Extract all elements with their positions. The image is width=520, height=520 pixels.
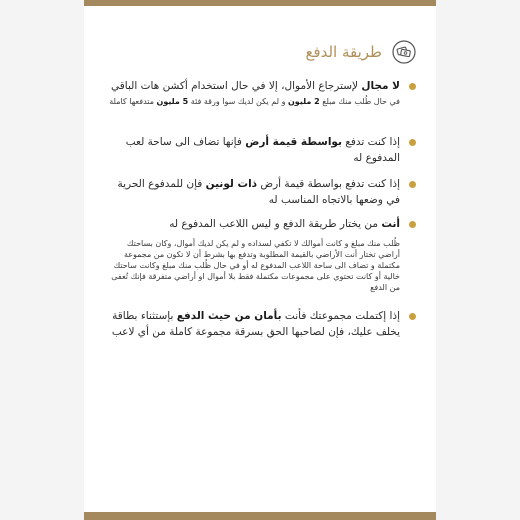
bullet-icon [409, 181, 416, 188]
bullet-icon [409, 313, 416, 320]
bullet-icon [409, 221, 416, 228]
rule-lead: لا مجال [361, 80, 400, 92]
section-header [305, 40, 416, 64]
rule-text: إذا كنت تدفع بواسطة قيمة أرض فإنها تضاف الى ساحة لعب المدفوع له [125, 136, 400, 164]
money-bills-icon [392, 40, 416, 64]
rule-text: إذا كنت تدفع بواسطة قيمة أرض ذات لونين فإن للمدفوع الحرية في وضعها بالاتجاه المناسب له [117, 178, 400, 206]
rule-item-payer-chooses [104, 216, 416, 293]
section-title: طريقة الدفع [305, 43, 382, 61]
bullet-icon [409, 83, 416, 90]
card-page [84, 6, 436, 512]
rule-item-no-refund [104, 78, 416, 107]
bullet-icon [409, 139, 416, 146]
rule-text: إذا إكتملت مجموعتك فأنت بأمان من حيث الدفع بإستثناء بطاقة يخلف عليك، فإن لصاحبها الحق بسرقة مجموعة كاملة من أي لاعب [111, 310, 400, 338]
rule-text: أنت من يختار طريقة الدفع و ليس اللاعب المدفوع له [169, 218, 400, 230]
bottom-brand-bar [84, 512, 436, 520]
rule-text: لا مجال لإسترجاع الأموال، إلا في حال استخدام أكشن هات الباقي [111, 80, 400, 92]
rule-note: ظُلب منك مبلغ و كانت أموالك لا تكفي لسداده و لم يكن لديك أموال، وكان بساحتك أراضي تختار أنت الأراضي بالقيمة المطلوبة وتدفع بها بشرط أن لا تكون من مجموعة مكتملة و تضاف الى ساحة اللاعب المدفوع له أو في حال ظُلب منك مبلغ وكانت ساحتك خالية أو كانت تحتوي على مجموعات مكتملة فقط بلا أموال او أراضي متفرقة فإنك تُعفى من الدفع [111, 239, 400, 292]
rule-item-land-payment [104, 134, 416, 166]
rule-item-two-color-land [104, 176, 416, 208]
rule-note: في حال طُلب منك مبلغ 2 مليون و لم يكن لديك سوا ورقة فئة 5 مليون متدفعها كاملة [109, 97, 400, 106]
rule-item-complete-set [104, 308, 416, 340]
